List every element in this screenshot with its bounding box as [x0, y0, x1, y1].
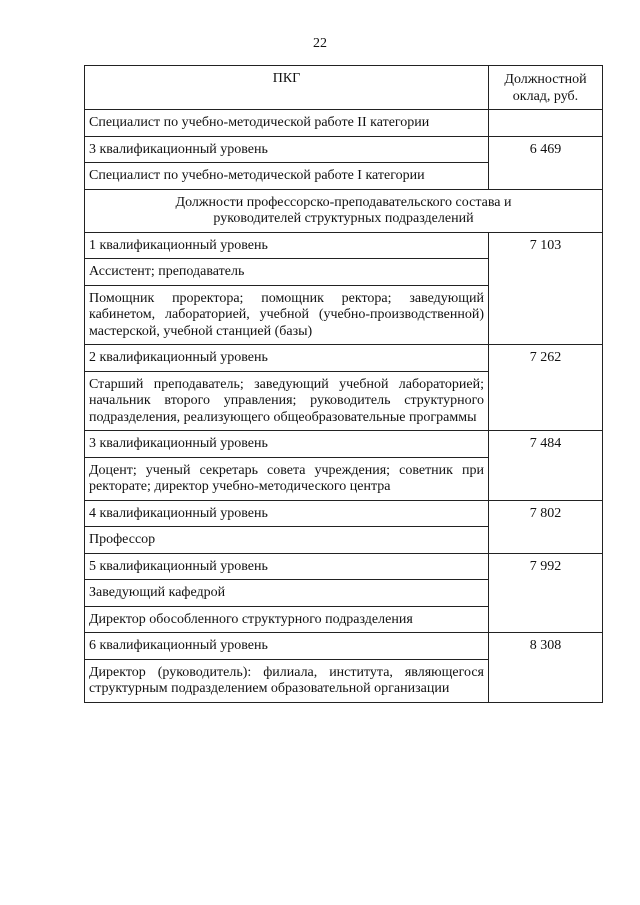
- salary-value: 6 469: [489, 136, 603, 189]
- table-row: [85, 553, 603, 580]
- table-header-row: [85, 66, 603, 110]
- table-row: [85, 431, 603, 458]
- position-cell: Специалист по учебно-методической работе I категории: [85, 163, 489, 190]
- table-row: [85, 345, 603, 372]
- salary-value: 7 262: [489, 345, 603, 431]
- table-row: [85, 633, 603, 660]
- position-cell: Доцент; ученый секретарь совета учреждения; советник при ректорате; директор учебно-методического центра: [85, 457, 489, 500]
- position-cell: Директор обособленного структурного подразделения: [85, 606, 489, 633]
- position-cell: Специалист по учебно-методической работе II категории: [85, 110, 489, 137]
- salary-value: 7 484: [489, 431, 603, 501]
- salary-value: 7 992: [489, 553, 603, 633]
- salary-table: [84, 65, 603, 703]
- table-row: [85, 232, 603, 259]
- position-cell: Ассистент; преподаватель: [85, 259, 489, 286]
- salary-cell-empty: [489, 110, 603, 137]
- qualification-level: 5 квалификационный уровень: [85, 553, 489, 580]
- page-number: 22: [313, 36, 327, 51]
- table-row: [85, 136, 603, 163]
- qualification-level: 4 квалификационный уровень: [85, 500, 489, 527]
- salary-value: 7 802: [489, 500, 603, 553]
- qualification-level: 2 квалификационный уровень: [85, 345, 489, 372]
- table-row: [85, 500, 603, 527]
- position-cell: Заведующий кафедрой: [85, 580, 489, 607]
- position-cell: Помощник проректора; помощник ректора; заведующий кабинетом, лабораторией, учебной (учебно-производственной) мастерской, учебной станцией (базы): [85, 285, 489, 345]
- table-row: [85, 110, 603, 137]
- header-pkg: ПКГ: [85, 66, 489, 110]
- qualification-level: 6 квалификационный уровень: [85, 633, 489, 660]
- position-cell: Старший преподаватель; заведующий учебной лабораторией; начальник второго управления; руководитель структурного подразделения, реализующего общеобразовательные программы: [85, 371, 489, 431]
- position-cell: Профессор: [85, 527, 489, 554]
- qualification-level: 1 квалификационный уровень: [85, 232, 489, 259]
- section-title: Должности профессорско-преподавательского состава и руководителей структурных подразделений: [85, 189, 603, 232]
- qualification-level: 3 квалификационный уровень: [85, 136, 489, 163]
- salary-value: 8 308: [489, 633, 603, 703]
- qualification-level: 3 квалификационный уровень: [85, 431, 489, 458]
- header-salary: Должностной оклад, руб.: [489, 66, 603, 110]
- salary-value: 7 103: [489, 232, 603, 345]
- position-cell: Директор (руководитель): филиала, института, являющегося структурным подразделением образовательной организации: [85, 659, 489, 702]
- section-row: [85, 189, 603, 232]
